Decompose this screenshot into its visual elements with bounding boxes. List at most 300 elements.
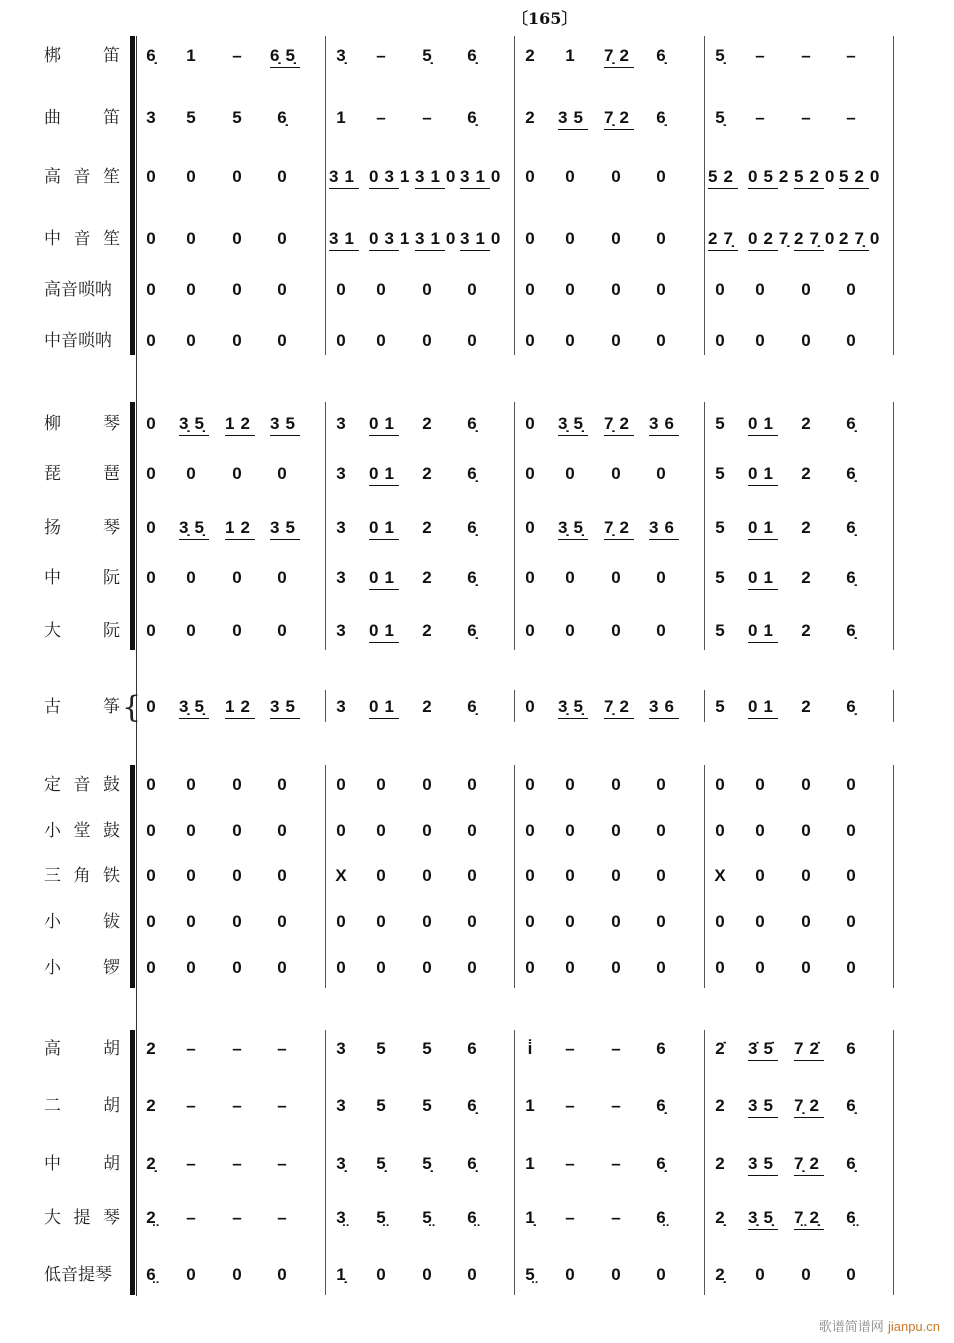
note: 3 xyxy=(336,1096,346,1115)
instrument-label xyxy=(44,566,120,590)
note: 0 xyxy=(801,958,811,977)
beam-underline xyxy=(558,539,588,540)
note: 3 xyxy=(146,108,156,127)
note: 0 xyxy=(801,331,811,350)
note: 0 xyxy=(376,280,386,299)
note: 0 xyxy=(565,229,575,248)
note: 0 xyxy=(715,912,725,931)
note: 0 xyxy=(656,229,666,248)
note: 0 xyxy=(525,697,535,716)
note: 0 xyxy=(186,229,196,248)
note: 0 xyxy=(232,331,242,350)
beam-underline xyxy=(839,250,869,251)
note: 01 xyxy=(748,697,779,716)
note: 7̣2 xyxy=(794,1096,825,1115)
instrument-label-char: 高 xyxy=(44,167,61,187)
barline xyxy=(893,402,894,650)
note: 0 xyxy=(715,821,725,840)
note: 5 xyxy=(715,568,725,587)
note: 3 xyxy=(336,1039,346,1058)
note: 3 xyxy=(336,568,346,587)
instrument-label-char: 笛 xyxy=(103,46,120,66)
note: 6̣ xyxy=(467,46,477,65)
note: – xyxy=(376,108,386,127)
note: 0 xyxy=(611,866,621,885)
note: 0 xyxy=(656,1265,666,1284)
note: 01 xyxy=(369,697,400,716)
beam-underline xyxy=(558,718,588,719)
instrument-label-char: 琴 xyxy=(103,414,120,434)
instrument-label-char: 音 xyxy=(73,775,91,795)
note: 0 xyxy=(336,280,346,299)
instrument-label-char: 锣 xyxy=(103,958,120,978)
note: 0 xyxy=(525,821,535,840)
instrument-label-char: 二 xyxy=(44,1096,61,1116)
note: 01 xyxy=(748,464,779,483)
note: 0 xyxy=(277,821,287,840)
note: 6̤ xyxy=(846,1208,856,1227)
note: 6 xyxy=(467,1039,477,1058)
note: 6̣ xyxy=(846,568,856,587)
note: 0 xyxy=(525,464,535,483)
beam-underline xyxy=(748,1060,778,1061)
note: 0 xyxy=(611,331,621,350)
note: 0 xyxy=(611,912,621,931)
instrument-label xyxy=(44,1206,120,1230)
note: 5 xyxy=(422,1039,432,1058)
note: 2 xyxy=(525,46,535,65)
note: 0 xyxy=(755,958,765,977)
note: 6̣ xyxy=(656,1096,666,1115)
note: 0 xyxy=(801,1265,811,1284)
instrument-label-char: 笛 xyxy=(103,108,120,128)
note: 12 xyxy=(225,518,256,537)
note: 310 xyxy=(460,167,507,186)
note: 27̣0 xyxy=(839,229,886,248)
barline xyxy=(325,690,326,722)
note: 0 xyxy=(846,958,856,977)
note: 5 xyxy=(715,697,725,716)
note: 6̤ xyxy=(656,1208,666,1227)
beam-underline xyxy=(748,435,778,436)
note: 0 xyxy=(656,621,666,640)
note: 0 xyxy=(422,958,432,977)
note: 0 xyxy=(565,958,575,977)
note: 1 xyxy=(186,46,196,65)
note: 0 xyxy=(801,866,811,885)
beam-underline xyxy=(415,250,445,251)
note: 0 xyxy=(565,621,575,640)
note: 0 xyxy=(467,821,477,840)
note: 3̣5̣ xyxy=(179,414,210,433)
note: 0 xyxy=(525,518,535,537)
note: 0 xyxy=(656,464,666,483)
instrument-label-char: 钹 xyxy=(103,912,120,932)
note: 0 xyxy=(336,775,346,794)
instrument-label-char: 阮 xyxy=(103,568,120,588)
instrument-label-char: 琶 xyxy=(103,464,120,484)
note: 0 xyxy=(422,331,432,350)
beam-underline xyxy=(748,718,778,719)
note: – xyxy=(277,1208,287,1227)
note: 2 xyxy=(801,414,811,433)
group-bracket xyxy=(130,402,135,650)
beam-underline xyxy=(179,539,209,540)
instrument-label xyxy=(44,278,120,302)
instrument-label xyxy=(44,1037,120,1061)
barline xyxy=(704,1030,705,1295)
note: 0 xyxy=(611,280,621,299)
note: 3 xyxy=(336,414,346,433)
note: 0 xyxy=(525,414,535,433)
note: 35 xyxy=(748,1096,779,1115)
barline xyxy=(893,690,894,722)
note: 0 xyxy=(565,568,575,587)
beam-underline xyxy=(794,1175,824,1176)
note: 01 xyxy=(369,568,400,587)
barline xyxy=(514,765,515,988)
note: 1 xyxy=(336,108,346,127)
note: 0 xyxy=(611,568,621,587)
note: 031 xyxy=(369,167,416,186)
instrument-label-char: 梆 xyxy=(44,46,61,66)
beam-underline xyxy=(369,539,399,540)
note: 0 xyxy=(422,912,432,931)
note: 3 xyxy=(336,464,346,483)
note: 0 xyxy=(336,821,346,840)
note: 0 xyxy=(376,775,386,794)
note: 3̣5̣ xyxy=(179,697,210,716)
note: 0 xyxy=(376,866,386,885)
note: 310 xyxy=(460,229,507,248)
note: 7̣2 xyxy=(604,414,635,433)
note: 0 xyxy=(755,821,765,840)
note: 0 xyxy=(467,866,477,885)
instrument-label-char: 胡 xyxy=(103,1039,120,1059)
instrument-label xyxy=(44,106,120,130)
note: 6̣ xyxy=(846,414,856,433)
note: 0 xyxy=(146,331,156,350)
note: 0 xyxy=(656,568,666,587)
note: 2 xyxy=(422,464,432,483)
note: 0 xyxy=(186,621,196,640)
note: 2 xyxy=(422,414,432,433)
note: 2 xyxy=(422,621,432,640)
beam-underline xyxy=(794,1117,824,1118)
beam-underline xyxy=(270,435,300,436)
note: 0 xyxy=(611,229,621,248)
beam-underline xyxy=(708,250,738,251)
note: 0 xyxy=(755,331,765,350)
beam-underline xyxy=(794,188,824,189)
note: 7̣2 xyxy=(604,46,635,65)
barline xyxy=(704,402,705,650)
barline xyxy=(893,765,894,988)
instrument-label-char: 琴 xyxy=(103,518,120,538)
note: 0 xyxy=(656,912,666,931)
note: 3̣5̣ xyxy=(558,697,589,716)
instrument-label-char: 筝 xyxy=(103,697,120,717)
beam-underline xyxy=(225,435,255,436)
instrument-label-char: 笙 xyxy=(103,229,120,249)
instrument-label-char: 定 xyxy=(44,775,61,795)
note: 2 xyxy=(801,568,811,587)
note: 7̣2 xyxy=(604,108,635,127)
beam-underline xyxy=(369,718,399,719)
note: – xyxy=(232,1208,242,1227)
note: 0 xyxy=(146,414,156,433)
note: 5 xyxy=(715,414,725,433)
note: 6̣ xyxy=(846,697,856,716)
instrument-label xyxy=(44,695,120,719)
note: 0 xyxy=(525,280,535,299)
note: 0 xyxy=(376,331,386,350)
note: 5 xyxy=(715,518,725,537)
note: 5 xyxy=(376,1096,386,1115)
note: 0 xyxy=(422,866,432,885)
note: 031 xyxy=(369,229,416,248)
note: 5 xyxy=(376,1039,386,1058)
note: 0 xyxy=(565,464,575,483)
instrument-label-char: 三 xyxy=(44,866,61,886)
note: 0 xyxy=(525,958,535,977)
note: 27̣ xyxy=(708,229,739,248)
note: 0 xyxy=(801,821,811,840)
beam-underline xyxy=(604,718,634,719)
beam-underline xyxy=(369,435,399,436)
note: 0 xyxy=(186,280,196,299)
group-bracket xyxy=(130,36,135,355)
note: 2 xyxy=(422,568,432,587)
note: 0 xyxy=(146,958,156,977)
note: 0 xyxy=(277,866,287,885)
instrument-label-char: 鼓 xyxy=(103,821,120,841)
note: 0 xyxy=(376,912,386,931)
note: 52 xyxy=(708,167,739,186)
note: 6̣ xyxy=(146,46,156,65)
instrument-label xyxy=(44,773,120,797)
note: 3̤ xyxy=(336,1208,346,1227)
note: 0 xyxy=(376,1265,386,1284)
note: 6̣ xyxy=(467,1096,477,1115)
note: 0 xyxy=(146,280,156,299)
instrument-label-char: 笙 xyxy=(103,167,120,187)
note: – xyxy=(611,1039,621,1058)
barline xyxy=(325,765,326,988)
note: 0 xyxy=(146,866,156,885)
note: 6̣ xyxy=(467,108,477,127)
note: 0 xyxy=(422,1265,432,1284)
barline xyxy=(325,1030,326,1295)
note: – xyxy=(186,1208,196,1227)
instrument-label xyxy=(44,864,120,888)
note: 5̣ xyxy=(376,1154,386,1173)
note: 2̣ xyxy=(146,1154,156,1173)
instrument-label-char: 胡 xyxy=(103,1096,120,1116)
note: 0 xyxy=(186,568,196,587)
note: – xyxy=(232,46,242,65)
note: 6̣ xyxy=(467,697,477,716)
system-line xyxy=(136,36,137,1296)
note: 0 xyxy=(656,167,666,186)
note: 2 xyxy=(525,108,535,127)
beam-underline xyxy=(329,250,359,251)
barline xyxy=(893,1030,894,1295)
note: 2 xyxy=(146,1039,156,1058)
instrument-label-char: 高 xyxy=(44,1039,61,1059)
note: 5 xyxy=(232,108,242,127)
barline xyxy=(704,765,705,988)
barline xyxy=(893,36,894,355)
note: 6 xyxy=(846,1039,856,1058)
note: 0 xyxy=(755,912,765,931)
beam-underline xyxy=(748,1229,778,1230)
note: 0 xyxy=(186,775,196,794)
note: 0 xyxy=(277,167,287,186)
note: 0 xyxy=(277,621,287,640)
note: X xyxy=(714,866,726,885)
note: 0 xyxy=(846,280,856,299)
note: 1 xyxy=(565,46,575,65)
note: 01 xyxy=(748,414,779,433)
note: 7̣2 xyxy=(794,1154,825,1173)
note: 2 xyxy=(801,621,811,640)
note: 0 xyxy=(525,775,535,794)
beam-underline xyxy=(270,539,300,540)
barline xyxy=(514,402,515,650)
group-bracket xyxy=(130,765,135,988)
note: 35 xyxy=(270,518,301,537)
note: – xyxy=(422,108,432,127)
note: 0 xyxy=(232,1265,242,1284)
note: 0 xyxy=(656,775,666,794)
instrument-label-char: 琵 xyxy=(44,464,61,484)
beam-underline xyxy=(415,188,445,189)
beam-underline xyxy=(329,188,359,189)
note: 27̣0 xyxy=(794,229,841,248)
note: 12 xyxy=(225,414,256,433)
beam-underline xyxy=(748,589,778,590)
note: 3̣ xyxy=(336,1154,346,1173)
note: 0 xyxy=(146,775,156,794)
note: – xyxy=(846,108,856,127)
note: 31 xyxy=(329,229,360,248)
note: 310 xyxy=(415,229,462,248)
note: 1̣ xyxy=(525,1208,535,1227)
note: 35 xyxy=(558,108,589,127)
note: – xyxy=(277,1154,287,1173)
instrument-label-char: 扬 xyxy=(44,518,61,538)
note: 0 xyxy=(422,821,432,840)
note: 0 xyxy=(146,821,156,840)
note: 0 xyxy=(565,821,575,840)
note: 0 xyxy=(232,912,242,931)
note: 0 xyxy=(755,775,765,794)
note: 0 xyxy=(232,958,242,977)
instrument-label-char: 高音唢呐 xyxy=(44,280,112,300)
note: – xyxy=(755,46,765,65)
instrument-label-char: 中 xyxy=(44,568,61,588)
note: 3 xyxy=(336,518,346,537)
barline xyxy=(325,402,326,650)
note: 0 xyxy=(611,958,621,977)
note: 01 xyxy=(369,621,400,640)
note: 0 xyxy=(565,1265,575,1284)
note: 2 xyxy=(801,464,811,483)
note: 5 xyxy=(422,1096,432,1115)
beam-underline xyxy=(460,188,490,189)
barline xyxy=(514,1030,515,1295)
note: 0 xyxy=(146,229,156,248)
note: 0 xyxy=(565,775,575,794)
note: 0 xyxy=(336,912,346,931)
note: 7̣2 xyxy=(604,518,635,537)
note: 0 xyxy=(232,775,242,794)
note: 01 xyxy=(748,568,779,587)
instrument-label-char: 曲 xyxy=(44,108,61,128)
beam-underline xyxy=(748,642,778,643)
note: 0 xyxy=(336,331,346,350)
note: 6̣ xyxy=(467,621,477,640)
instrument-label-char: 鼓 xyxy=(103,775,120,795)
watermark-url: jianpu.cn xyxy=(887,1319,940,1334)
note: 01 xyxy=(369,518,400,537)
instrument-label xyxy=(44,412,120,436)
beam-underline xyxy=(558,435,588,436)
note: 0 xyxy=(186,821,196,840)
note: 0 xyxy=(336,958,346,977)
note: 0 xyxy=(146,568,156,587)
note: 0 xyxy=(146,518,156,537)
beam-underline xyxy=(369,589,399,590)
note: 5̤ xyxy=(525,1265,535,1284)
note: 2 xyxy=(801,518,811,537)
note: 2 xyxy=(801,697,811,716)
note: 0 xyxy=(611,821,621,840)
note: 0 xyxy=(755,280,765,299)
instrument-label xyxy=(44,1152,120,1176)
note: 6 xyxy=(656,1039,666,1058)
note: 0 xyxy=(277,464,287,483)
note: 0 xyxy=(277,568,287,587)
note: 35 xyxy=(270,414,301,433)
instrument-label-char: 铁 xyxy=(103,866,120,886)
note: 3̣5̣ xyxy=(558,414,589,433)
instrument-label-char: 中 xyxy=(44,1154,61,1174)
note: 6̣ xyxy=(846,1096,856,1115)
note: 6̣ xyxy=(656,1154,666,1173)
instrument-label-char: 中音唢呐 xyxy=(44,331,112,351)
note: 2̣ xyxy=(715,1208,725,1227)
instrument-label-char: 堂 xyxy=(73,821,91,841)
barline xyxy=(704,36,705,355)
watermark-text: 歌谱简谱网 xyxy=(818,1320,884,1335)
beam-underline xyxy=(604,435,634,436)
beam-underline xyxy=(748,485,778,486)
beam-underline xyxy=(460,250,490,251)
note: – xyxy=(565,1096,575,1115)
note: 0 xyxy=(277,775,287,794)
watermark xyxy=(819,1316,940,1335)
beam-underline xyxy=(604,129,634,130)
note: 0 xyxy=(846,331,856,350)
note: 1 xyxy=(525,1096,535,1115)
note: 5̣ xyxy=(715,46,725,65)
beam-underline xyxy=(179,718,209,719)
note: 0 xyxy=(146,167,156,186)
note: 5̣ xyxy=(422,1154,432,1173)
note: 2̣ xyxy=(715,1265,725,1284)
